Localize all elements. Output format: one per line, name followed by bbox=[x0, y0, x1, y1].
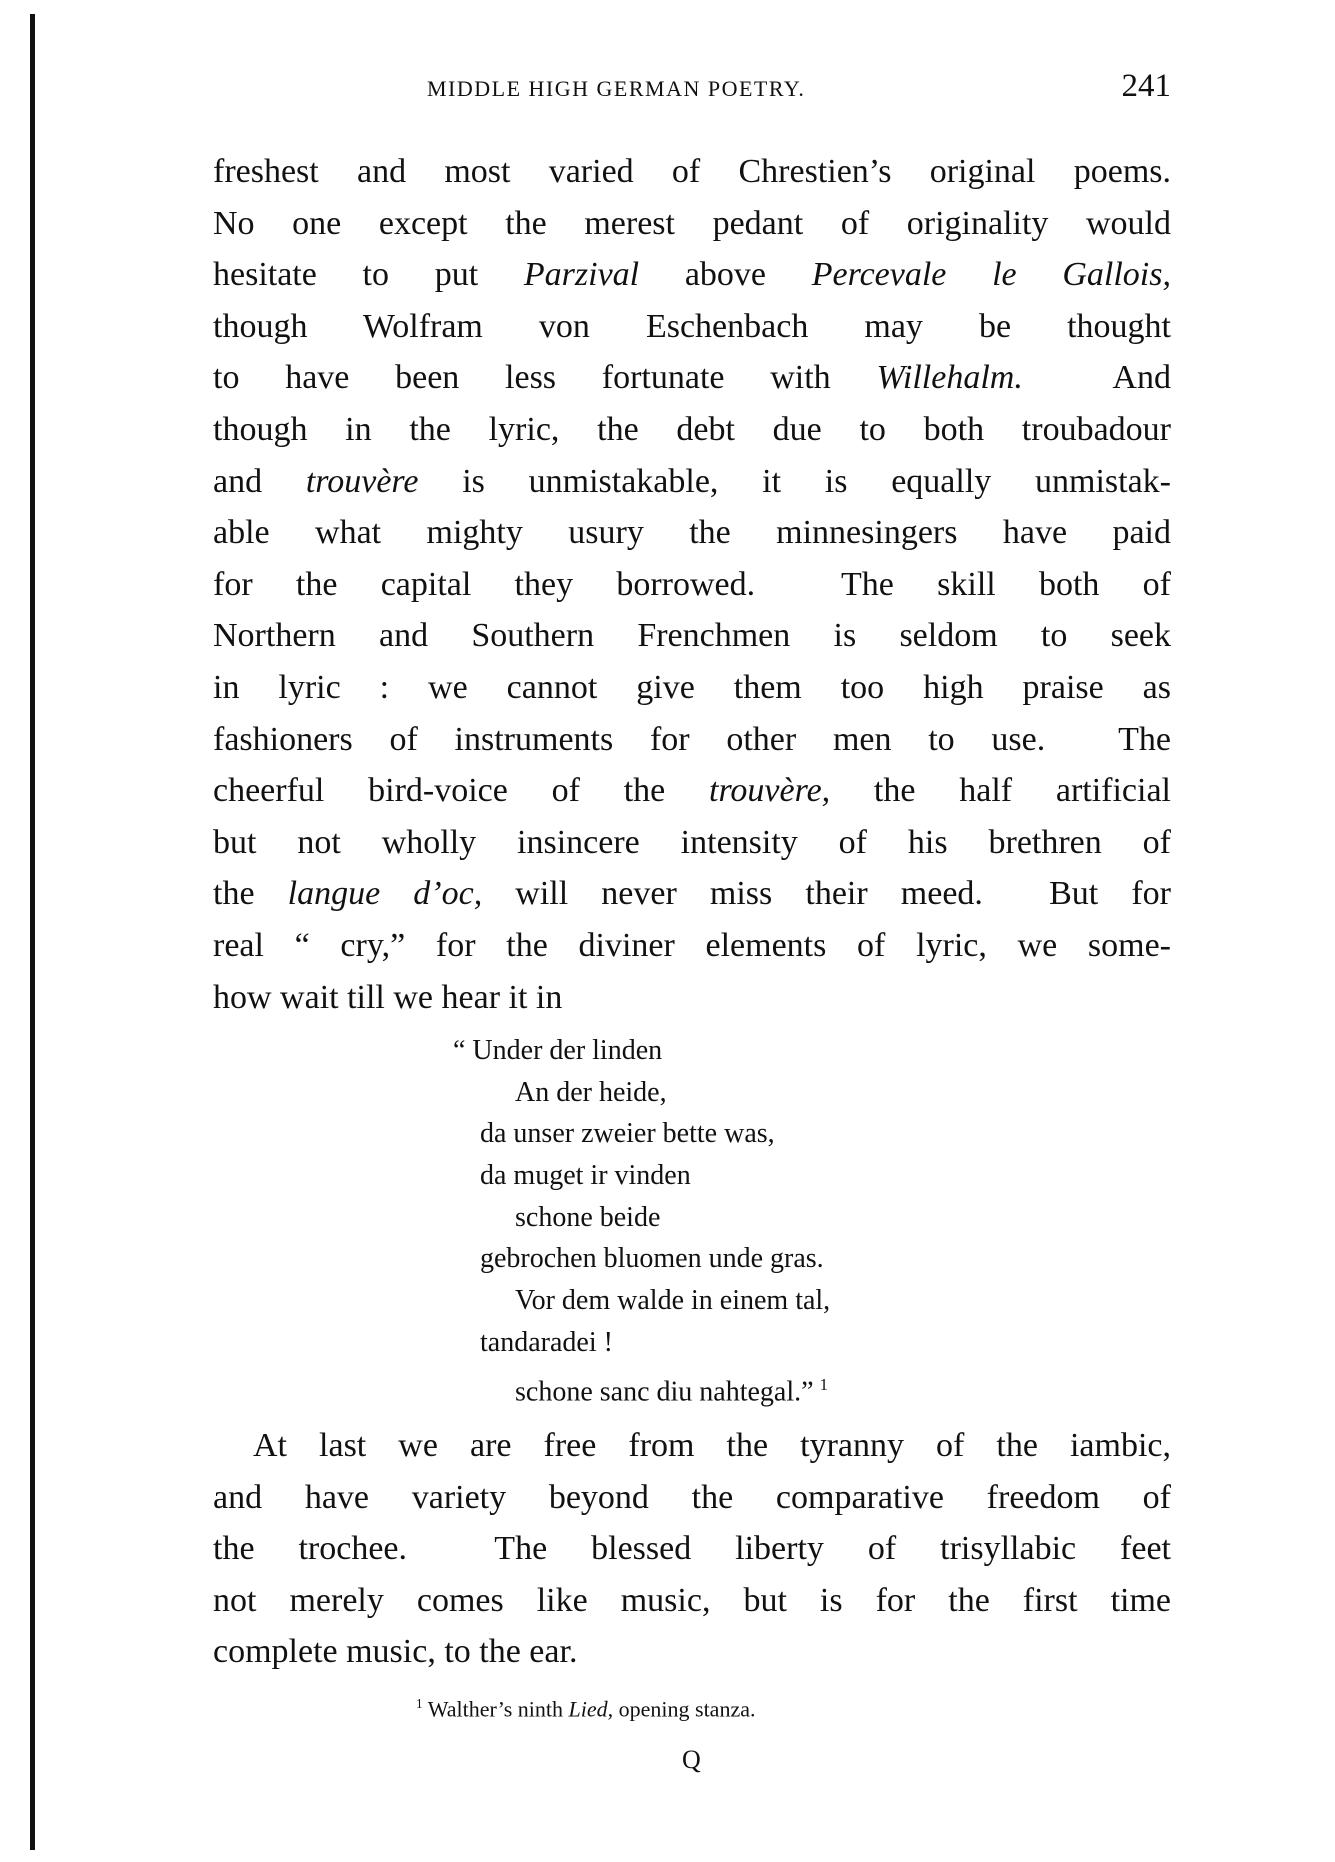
text-segment: though Wolfram von Eschenbach may be thought bbox=[213, 307, 1171, 345]
poem-line bbox=[453, 1238, 830, 1280]
page-edge-line bbox=[30, 14, 35, 1850]
poem-line-text: da muget ir vinden bbox=[480, 1160, 691, 1192]
text-line bbox=[213, 920, 1171, 972]
italic-text: langue d’oc, bbox=[287, 875, 483, 913]
footnote-text-end: opening stanza. bbox=[613, 1696, 756, 1722]
poem-line bbox=[453, 1322, 830, 1364]
text-line bbox=[213, 1472, 1171, 1524]
running-title: MIDDLE HIGH GERMAN POETRY. bbox=[427, 76, 806, 101]
text-line bbox=[213, 1575, 1171, 1627]
text-segment: complete music, to the ear. bbox=[213, 1633, 578, 1671]
footnote bbox=[416, 1696, 755, 1722]
text-segment: to have been less fortunate with bbox=[213, 359, 877, 397]
text-line bbox=[213, 1420, 1171, 1472]
text-segment: not merely comes like music, but is for the first time bbox=[213, 1581, 1171, 1619]
text-segment: though in the lyric, the debt due to both troubadour bbox=[213, 410, 1171, 448]
text-segment: hesitate to put bbox=[213, 256, 524, 294]
poem-line-text: gebrochen bluomen unde gras. bbox=[480, 1243, 824, 1275]
poem-line-text: An der heide, bbox=[515, 1076, 667, 1108]
text-segment: above bbox=[639, 256, 812, 294]
text-line bbox=[213, 146, 1171, 198]
footnote-mark: 1 bbox=[416, 1696, 423, 1711]
text-segment: cheerful bird-voice of the bbox=[213, 772, 709, 810]
poem-line bbox=[453, 1155, 830, 1197]
poem-line bbox=[453, 1197, 830, 1239]
text-segment: At last we are free from the tyranny of the iambic, bbox=[253, 1427, 1171, 1464]
poem-line-text: tandaradei ! bbox=[480, 1326, 613, 1358]
italic-text: trouvère bbox=[305, 462, 419, 500]
text-segment: for the capital they borrowed. The skill both of bbox=[213, 565, 1171, 603]
footnote-italic: Lied, bbox=[568, 1696, 614, 1722]
poem-line bbox=[453, 1113, 830, 1155]
text-segment: Northern and Southern Frenchmen is seldom to seek bbox=[213, 617, 1171, 655]
text-segment: and have variety beyond the comparative freedom of bbox=[213, 1478, 1171, 1516]
text-segment: will never miss their meed. But for bbox=[482, 875, 1171, 913]
italic-text: Willehalm. bbox=[876, 359, 1023, 397]
text-line bbox=[213, 559, 1171, 611]
poem-line bbox=[453, 1030, 830, 1072]
text-line bbox=[213, 249, 1171, 301]
page-number: 241 bbox=[1121, 68, 1171, 104]
text-segment: the half artificial bbox=[830, 772, 1172, 810]
paragraph-1 bbox=[213, 146, 1171, 1023]
text-segment: freshest and most varied of Chrestien’s original poems. bbox=[213, 153, 1171, 190]
text-line bbox=[213, 765, 1171, 817]
poem-line-text: Vor dem walde in einem tal, bbox=[515, 1285, 831, 1317]
text-segment: and bbox=[213, 462, 306, 500]
text-line bbox=[213, 404, 1171, 456]
text-line bbox=[213, 868, 1171, 920]
text-segment: in lyric : we cannot give them too high praise as bbox=[213, 668, 1171, 706]
signature-mark: Q bbox=[682, 1745, 701, 1774]
text-segment: but not wholly insincere intensity of his brethren of bbox=[213, 823, 1171, 861]
text-line bbox=[213, 198, 1171, 250]
text-line bbox=[213, 972, 1171, 1024]
poem-line-text: “ Under der linden bbox=[453, 1035, 663, 1066]
text-line bbox=[213, 714, 1171, 766]
poem-line-text: da unser zweier bette was, bbox=[480, 1118, 775, 1150]
text-segment: No one except the merest pedant of originality would bbox=[213, 204, 1171, 242]
paragraph-2 bbox=[213, 1420, 1171, 1678]
poem-line bbox=[453, 1280, 830, 1322]
page-header bbox=[213, 68, 1171, 108]
text-line bbox=[213, 507, 1171, 559]
text-line bbox=[213, 1523, 1171, 1575]
text-segment: how wait till we hear it in bbox=[213, 978, 563, 1016]
poem-line bbox=[453, 1364, 830, 1406]
poem-line-text: schone sanc diu nahtegal.” bbox=[515, 1375, 814, 1407]
text-line bbox=[213, 456, 1171, 508]
italic-text: trouvère, bbox=[709, 772, 831, 810]
text-segment: And bbox=[1022, 359, 1171, 397]
footnote-text: Walther’s ninth bbox=[422, 1696, 569, 1722]
text-line bbox=[213, 610, 1171, 662]
text-line bbox=[213, 662, 1171, 714]
text-line bbox=[213, 817, 1171, 869]
text-segment: able what mighty usury the minnesingers have paid bbox=[213, 514, 1171, 552]
poem-line-text: schone beide bbox=[515, 1201, 661, 1233]
text-line bbox=[213, 1626, 1171, 1678]
poem-quotation bbox=[453, 1030, 830, 1405]
text-segment: the trochee. The blessed liberty of trisyllabic feet bbox=[213, 1530, 1171, 1568]
text-segment: the bbox=[213, 875, 288, 913]
poem-line bbox=[453, 1072, 830, 1114]
text-line bbox=[213, 352, 1171, 404]
footnote-reference: 1 bbox=[819, 1374, 828, 1394]
text-segment: fashioners of instruments for other men to use. The bbox=[213, 720, 1171, 758]
italic-text: Percevale le Gallois, bbox=[811, 256, 1171, 294]
italic-text: Parzival bbox=[523, 256, 640, 294]
text-segment: real “ cry,” for the diviner elements of lyric, we some- bbox=[213, 926, 1171, 964]
text-line bbox=[213, 301, 1171, 353]
text-segment: is unmistakable, it is equally unmistak- bbox=[418, 462, 1171, 500]
